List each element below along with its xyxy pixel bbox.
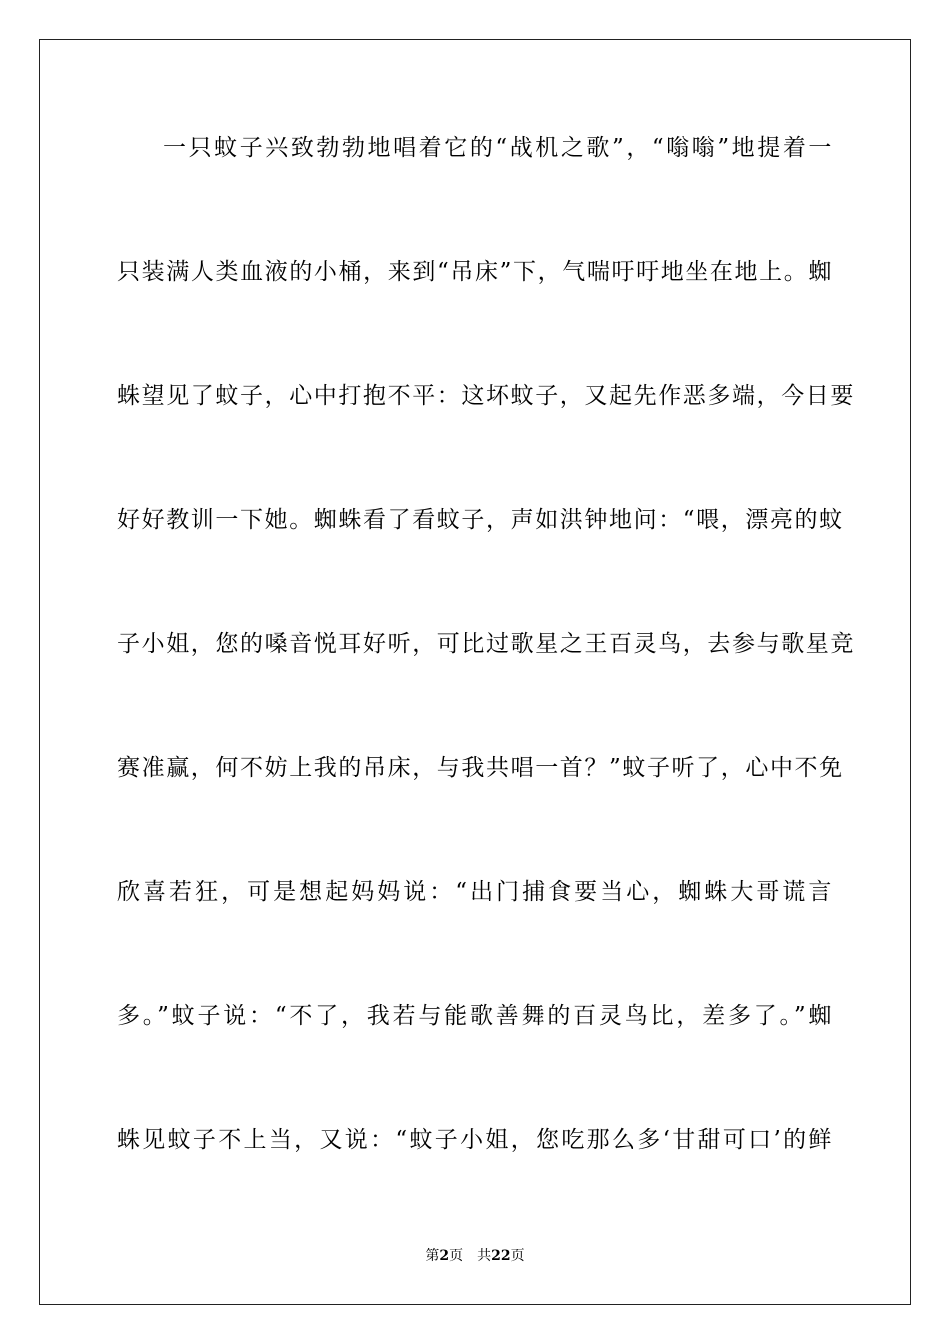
page-border — [39, 39, 911, 1305]
text-line-4: 好好教训一下她。蜘蛛看了看蚊子，声如洪钟地问：“喂，漂亮的蚊 — [117, 507, 844, 533]
text-line-2: 只装满人类血液的小桶，来到“吊床”下，气喘吁吁地坐在地上。蜘 — [117, 259, 833, 285]
text-line-3: 蛛望见了蚊子，心中打抱不平：这坏蚊子，又起先作恶多端，今日要 — [117, 383, 855, 409]
total-label-prefix: 共 — [477, 1248, 492, 1264]
page-label-suffix: 页 — [449, 1248, 464, 1264]
total-pages: 22 — [491, 1248, 511, 1264]
text-line-5: 子小姐，您的嗓音悦耳好听，可比过歌星之王百灵鸟，去参与歌星竞 — [117, 631, 855, 657]
text-line-1: 一只蚊子兴致勃勃地唱着它的“战机之歌”，“嗡嗡”地提着一 — [163, 135, 833, 161]
total-label-suffix: 页 — [510, 1248, 525, 1264]
text-line-7: 欣喜若狂，可是想起妈妈说：“出门捕食要当心，蜘蛛大哥谎言 — [117, 879, 833, 905]
page-label-prefix: 第 — [425, 1248, 440, 1264]
page-footer — [0, 1246, 950, 1266]
page-number: 2 — [439, 1248, 450, 1264]
text-line-8: 多。”蚊子说：“不了，我若与能歌善舞的百灵鸟比，差多了。”蜘 — [117, 1003, 833, 1029]
text-line-9: 蛛见蚊子不上当，又说：“蚊子小姐，您吃那么多‘甘甜可口’的鲜 — [117, 1127, 833, 1153]
text-line-6: 赛准赢，何不妨上我的吊床，与我共唱一首？”蚊子听了，心中不免 — [117, 755, 844, 781]
